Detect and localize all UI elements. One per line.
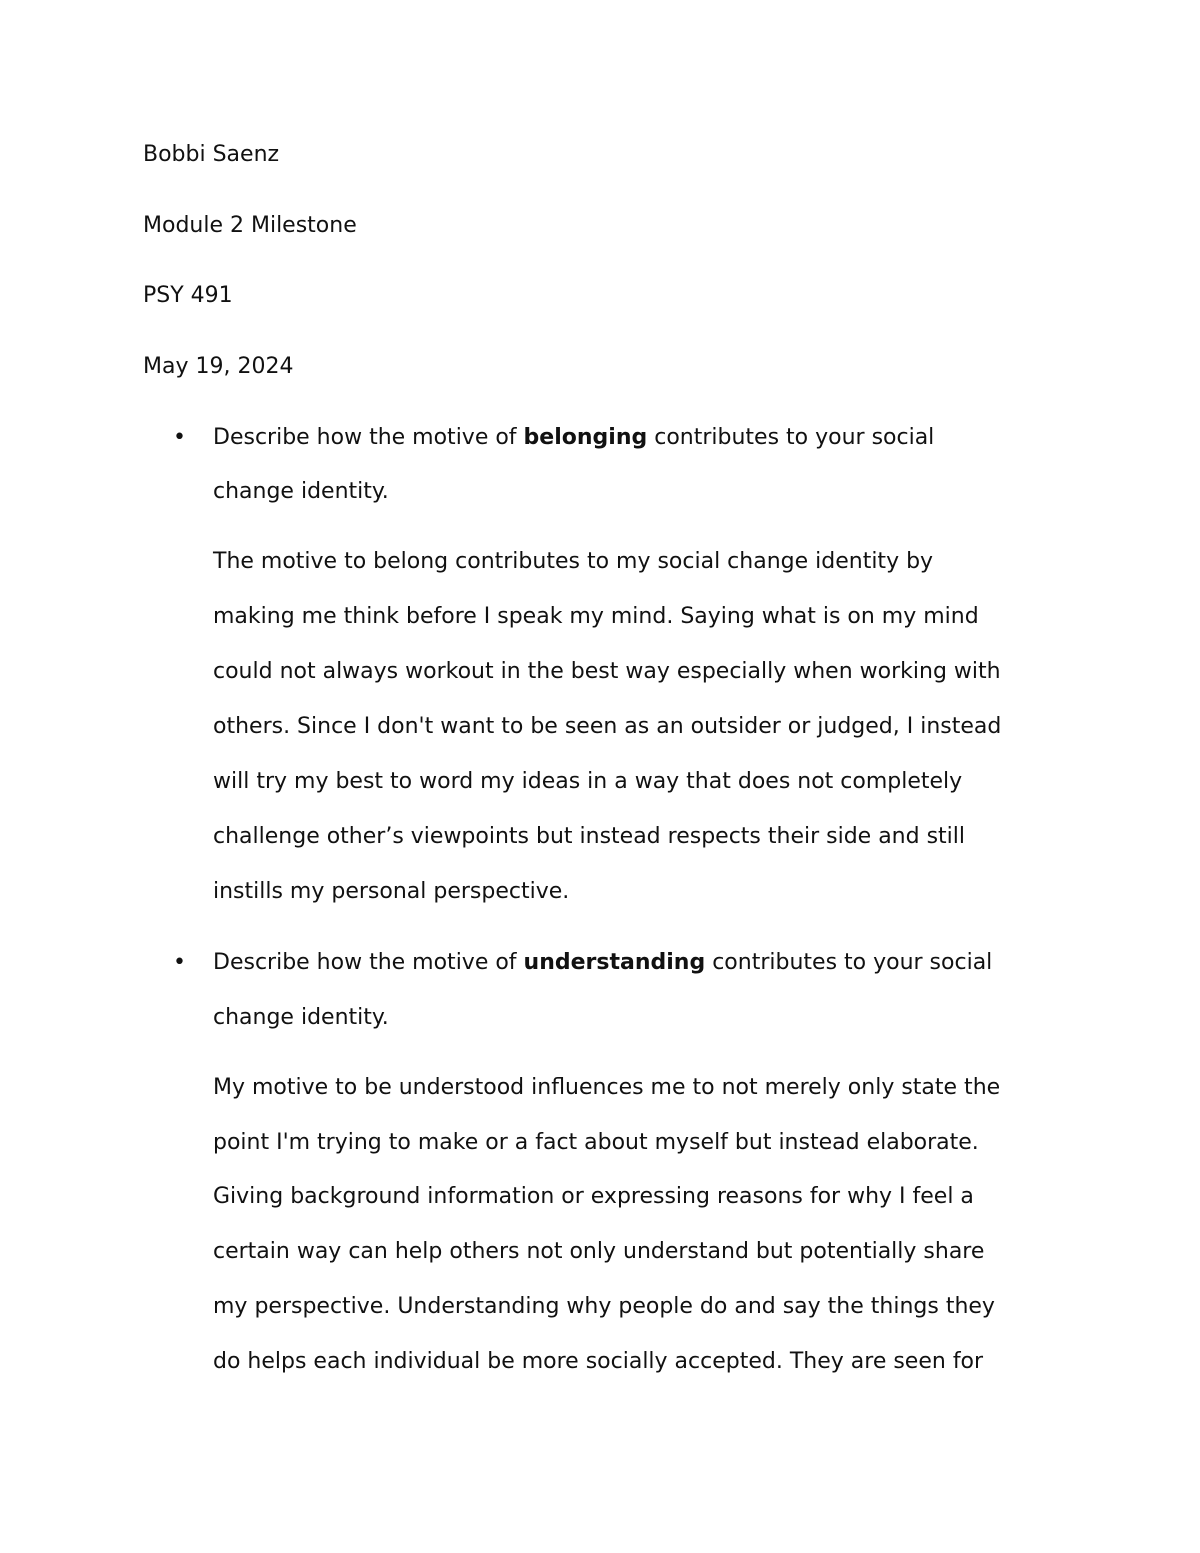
prompt-prefix: Describe how the motive of xyxy=(213,425,524,450)
prompt-suffix: contributes to your social xyxy=(705,950,993,975)
course-code: PSY 491 xyxy=(143,283,233,308)
document-date: May 19, 2024 xyxy=(143,354,294,379)
answer-line: instills my personal perspective. xyxy=(213,879,570,904)
bullet-icon: • xyxy=(173,425,186,450)
answer-line: point I'm trying to make or a fact about myself but instead elaborate. xyxy=(213,1130,979,1155)
assignment-title: Module 2 Milestone xyxy=(143,213,357,238)
answer-line: my perspective. Understanding why people do and say the things they xyxy=(213,1294,995,1319)
answer-line: certain way can help others not only understand but potentially share xyxy=(213,1239,985,1264)
answer-line: do helps each individual be more socially accepted. They are seen for xyxy=(213,1349,984,1374)
answer-line: could not always workout in the best way especially when working with xyxy=(213,659,1001,684)
answer-line: will try my best to word my ideas in a way that does not completely xyxy=(213,769,963,794)
prompt-keyword: belonging xyxy=(523,425,648,450)
prompt-keyword: understanding xyxy=(523,950,706,975)
prompt-suffix: contributes to your social xyxy=(647,425,935,450)
answer-line: challenge other’s viewpoints but instead respects their side and still xyxy=(213,824,966,849)
answer-line: My motive to be understood influences me to not merely only state the xyxy=(213,1075,1001,1100)
prompt-belonging xyxy=(213,423,934,453)
prompt-line-2: change identity. xyxy=(213,479,389,504)
answer-line: making me think before I speak my mind. Saying what is on my mind xyxy=(213,604,979,629)
answer-line: Giving background information or expressing reasons for why I feel a xyxy=(213,1184,974,1209)
prompt-prefix: Describe how the motive of xyxy=(213,950,524,975)
author-name: Bobbi Saenz xyxy=(143,142,280,167)
answer-line: others. Since I don't want to be seen as an outsider or judged, I instead xyxy=(213,714,1002,739)
prompt-understanding xyxy=(213,948,992,978)
answer-line: The motive to belong contributes to my social change identity by xyxy=(213,549,934,574)
prompt-line-2: change identity. xyxy=(213,1005,389,1030)
bullet-icon: • xyxy=(173,950,186,975)
